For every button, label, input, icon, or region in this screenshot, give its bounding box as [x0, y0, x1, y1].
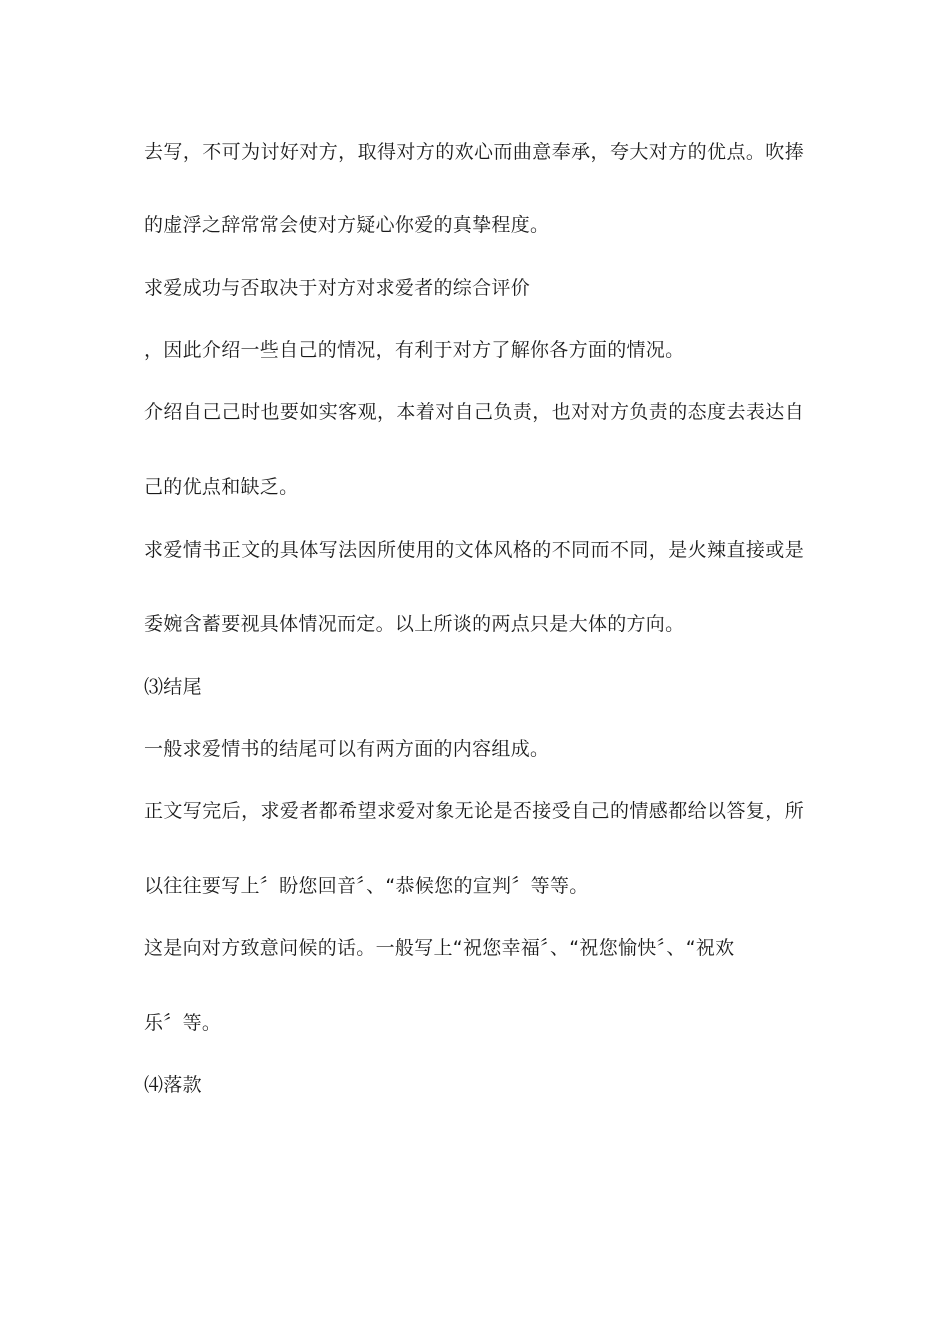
paragraph-line: 以往往要写上〞盼您回音〞、“恭候您的宣判〞等等。	[144, 875, 589, 897]
paragraph-line: 求爱成功与否取决于对方对求爱者的综合评价	[144, 277, 531, 299]
paragraph-line: 正文写完后，求爱者都希望求爱对象无论是否接受自己的情感都给以答复，所	[144, 800, 804, 822]
paragraph-line: 乐〞等。	[144, 1012, 222, 1034]
paragraph-line: 委婉含蓄要视具体情况而定。以上所谈的两点只是大体的方向。	[144, 613, 685, 635]
paragraph-line: 介绍自己己时也要如实客观，本着对自己负责，也对对方负责的态度去表达自	[144, 401, 804, 423]
paragraph-line: ，因此介绍一些自己的情况，有利于对方了解你各方面的情况。	[144, 339, 685, 361]
paragraph-line: 去写，不可为讨好对方，取得对方的欢心而曲意奉承，夸大对方的优点。吹捧	[144, 141, 804, 163]
section-heading: ⑷落款	[144, 1074, 202, 1096]
paragraph-line: 己的优点和缺乏。	[144, 476, 299, 498]
paragraph-line: 求爱情书正文的具体写法因所使用的文体风格的不同而不同，是火辣直接或是	[144, 539, 804, 561]
paragraph-line: 这是向对方致意问候的话。一般写上“祝您幸福〞、“祝您愉快〞、“祝欢	[144, 937, 735, 959]
section-heading: ⑶结尾	[144, 676, 202, 698]
paragraph-line: 一般求爱情书的结尾可以有两方面的内容组成。	[144, 738, 550, 760]
paragraph-line: 的虚浮之辞常常会使对方疑心你爱的真挚程度。	[144, 214, 550, 236]
